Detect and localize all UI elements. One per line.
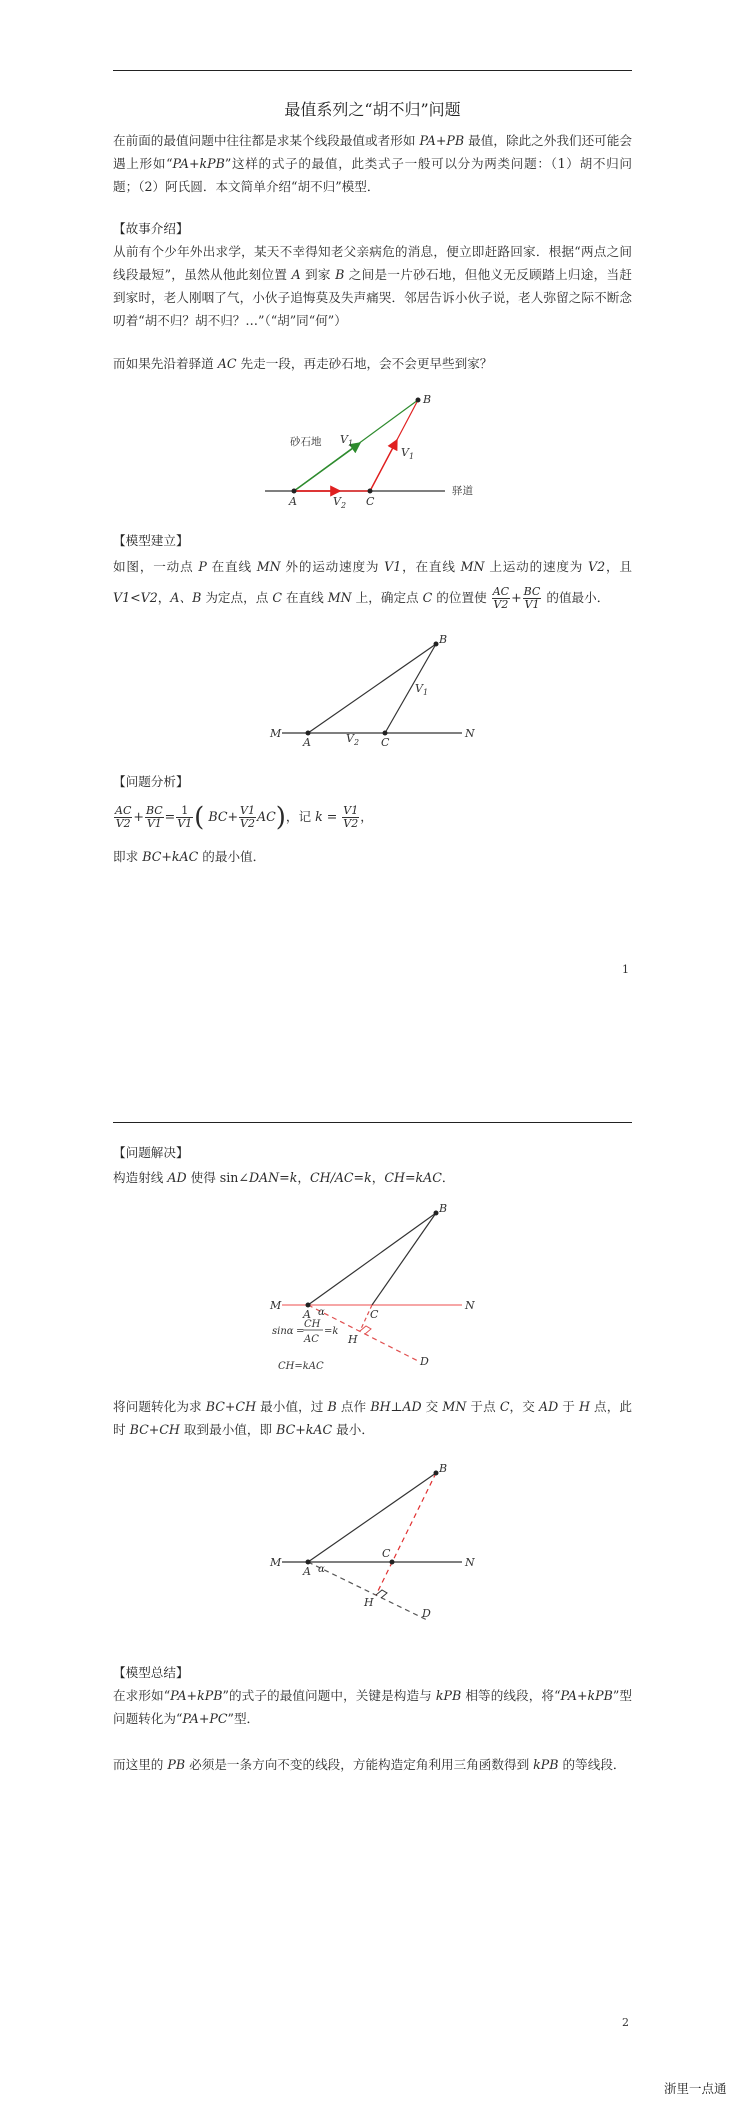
label-h: H bbox=[364, 1596, 374, 1609]
label-alpha: α bbox=[318, 1564, 325, 1575]
sin-alpha-den: AC bbox=[304, 1334, 319, 1345]
segment-ab bbox=[308, 1213, 436, 1305]
label-a: A bbox=[289, 495, 297, 508]
segment-cb bbox=[372, 1213, 436, 1305]
label-c: C bbox=[366, 495, 375, 508]
label-m: M bbox=[270, 727, 282, 740]
summary-heading: 【模型总结】 bbox=[113, 1665, 189, 1680]
model-paragraph: 如图，一动点 P 在直线 MN 外的运动速度为 V1，在直线 MN 上运动的速度为 V2，且 V1<V2，A、B 为定点，点 C 在直线 MN 上，确定点 C 的位置使 $\frac{AC}{V2}$ + $\frac{BC}{V1}$ 的值最小． bbox=[113, 559, 632, 611]
label-road: 驿道 bbox=[452, 485, 473, 497]
model-heading: 【模型建立】 bbox=[113, 533, 189, 548]
label-a: A bbox=[303, 736, 311, 749]
label-n: N bbox=[465, 1556, 475, 1569]
sin-alpha-num: CH bbox=[304, 1319, 321, 1330]
label-n: N bbox=[465, 1299, 475, 1312]
page-title: 最值系列之“胡不归”问题 bbox=[284, 100, 461, 119]
page-number: 1 bbox=[622, 963, 629, 976]
point-c bbox=[390, 1560, 395, 1565]
ray-ad bbox=[308, 1562, 427, 1620]
fraction: $\frac{V1}{V2}$ bbox=[343, 804, 359, 830]
point-a bbox=[306, 1560, 311, 1565]
sin-alpha-k: =k bbox=[324, 1326, 339, 1337]
label-v1-red: $V_1$ bbox=[401, 446, 415, 461]
label-v1-green: $V_1$ bbox=[340, 433, 354, 448]
fraction: $\frac{1}{V1}$ bbox=[177, 804, 193, 830]
label-m: M bbox=[270, 1556, 282, 1569]
point-a bbox=[306, 1303, 311, 1308]
fraction-bc-v1: $\frac{BC}{V1}$ bbox=[523, 585, 541, 611]
segment-ab bbox=[308, 1473, 436, 1562]
label-b: B bbox=[439, 1462, 448, 1475]
label-h: H bbox=[348, 1333, 358, 1346]
figure-construct-ray bbox=[0, 1100, 744, 1400]
label-b: B bbox=[439, 1202, 448, 1215]
watermark: 浙里一点通 bbox=[664, 2081, 727, 2096]
segment-bh bbox=[376, 1473, 436, 1595]
fraction: $\frac{BC}{V1}$ bbox=[145, 804, 163, 830]
label-b: B bbox=[423, 393, 432, 406]
label-v2: $V_2$ bbox=[346, 732, 360, 747]
label-alpha: α bbox=[318, 1307, 325, 1318]
fraction-ac-v2: $\frac{AC}{V2}$ bbox=[492, 585, 510, 611]
point-b bbox=[434, 1211, 439, 1216]
label-c: C bbox=[381, 736, 390, 749]
label-a: A bbox=[303, 1308, 311, 1321]
fraction: $\frac{V1}{V2}$ bbox=[240, 804, 255, 830]
figure-shortest-path bbox=[0, 1440, 744, 1660]
label-n: N bbox=[465, 727, 475, 740]
sin-alpha-label: sinα bbox=[272, 1326, 294, 1337]
question-paragraph: 而如果先沿着驿道 AC 先走一段，再走砂石地，会不会更早些到家？ bbox=[113, 356, 493, 371]
conclusion-paragraph: 而这里的 PB 必须是一条方向不变的线段，方能构造定角利用三角函数得到 kPB 的等线段． bbox=[113, 1757, 626, 1772]
analysis-formula: $\frac{AC}{V2}$ + $\frac{BC}{V1}$ = $\frac{1}{V1}$ ( BC+ $\frac{V1}{V2}$ AC)，记 k = $\frac{V1}{V2}$ ， bbox=[115, 802, 373, 833]
label-gravel: 砂石地 bbox=[290, 436, 322, 448]
label-a: A bbox=[303, 1565, 311, 1578]
label-m: M bbox=[270, 1299, 282, 1312]
sin-alpha-eq: = bbox=[296, 1326, 305, 1337]
story-paragraph: 从前有个少年外出求学，某天不幸得知老父亲病危的消息，便立即赶路回家．根据“两点之间线段最短”，虽然从他此刻位置 A 到家 B 之间是一片砂石地，但他义无反顾踏上归途，当赶到家时，老人刚咽了气，小伙子追悔莫及失声痛哭．邻居告诉小伙子说，老人弥留之际不断念叨着“胡不归？胡不归？…”（“胡”同“何”） bbox=[113, 244, 632, 328]
label-d: D bbox=[420, 1355, 429, 1368]
label-c: C bbox=[382, 1547, 391, 1560]
label-v1: $V_1$ bbox=[415, 682, 429, 697]
right-angle-mark bbox=[376, 1590, 387, 1598]
solve-paragraph: 构造射线 AD 使得 sin∠DAN=k，CH/AC=k，CH=kAC． bbox=[113, 1170, 455, 1185]
intro-paragraph: 在前面的最值问题中往往都是求某个线段最值或者形如 PA+PB 最值，除此之外我们还可能会遇上形如“PA+kPB”这样的式子的最值，此类式子一般可以分为两类问题：（1）胡不归问题；（2）阿氏圆．本文简单介绍“胡不归”模型． bbox=[113, 133, 632, 194]
label-v2: $V_2$ bbox=[333, 495, 347, 510]
ch-eq-kac: CH=kAC bbox=[278, 1361, 324, 1372]
label-c: C bbox=[370, 1308, 379, 1321]
summary-paragraph: 在求形如“PA+kPB”的式子的最值问题中，关键是构造与 kPB 相等的线段，将“PA+kPB”型问题转化为“PA+PC”型． bbox=[113, 1688, 632, 1726]
fraction: $\frac{AC}{V2}$ bbox=[115, 804, 132, 830]
label-b: B bbox=[439, 633, 448, 646]
label-d: D bbox=[422, 1607, 431, 1620]
solve-heading: 【问题解决】 bbox=[113, 1145, 189, 1160]
convert-paragraph: 将问题转化为求 BC+CH 最小值，过 B 点作 BH⊥AD 交 MN 于点 C，交 AD 于 H 点，此时 BC+CH 取到最小值，即 BC+kAC 最小． bbox=[113, 1399, 632, 1437]
analysis-conclusion: 即求 BC+kAC 的最小值． bbox=[113, 849, 266, 864]
analysis-heading: 【问题分析】 bbox=[113, 774, 189, 789]
page-number: 2 bbox=[622, 2016, 629, 2029]
story-heading: 【故事介绍】 bbox=[113, 221, 189, 236]
point-b bbox=[434, 1471, 439, 1476]
